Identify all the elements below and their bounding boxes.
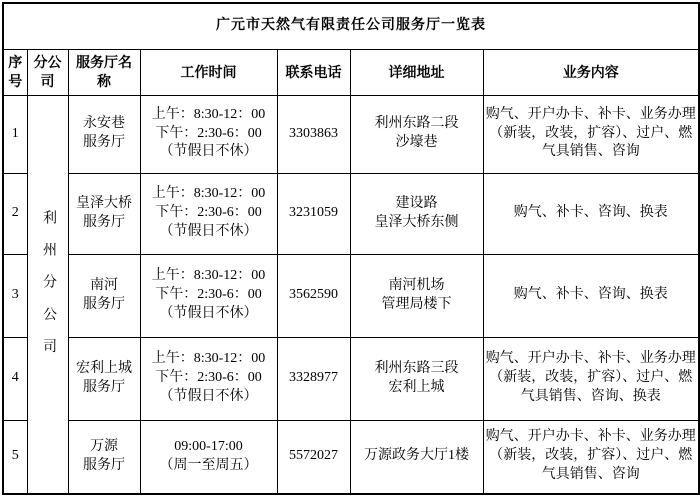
header-branch: 分公司 (27, 49, 68, 95)
hall-name-line: 万源 (90, 438, 118, 454)
row-no-cell: 5 (3, 420, 27, 494)
address-line: 利州东路三段 (374, 360, 459, 376)
header-phone: 联系电话 (277, 49, 350, 95)
phone-cell: 3562590 (277, 254, 350, 337)
header-services: 业务内容 (483, 49, 699, 95)
hall-name-line: 皇泽大桥 (76, 195, 132, 211)
hall-name-line: 永安巷 (83, 116, 125, 132)
hours-line: 上午：8:30-12：00 (151, 351, 266, 367)
table-row (3, 337, 699, 420)
hours-cell (140, 254, 277, 337)
hall-cell (68, 95, 140, 173)
hours-cell (140, 95, 277, 173)
phone-cell: 3328977 (277, 337, 350, 420)
phone-cell: 3303863 (277, 95, 350, 173)
services-cell: 购气、开户办卡、补卡、业务办理（新装，改装，扩容）、过户、燃气具销售、咨询、换表 (483, 337, 699, 420)
hall-name-line: 服务厅 (83, 296, 125, 312)
address-line: 皇泽大桥东侧 (374, 214, 459, 230)
table-row (3, 420, 699, 494)
row-no-cell: 2 (3, 173, 27, 254)
hall-cell (68, 173, 140, 254)
header-address: 详细地址 (350, 49, 483, 95)
address-cell (350, 173, 483, 254)
hours-line: 下午：2:30-6：00 (155, 370, 262, 386)
header-no: 序号 (3, 49, 27, 95)
phone-cell: 3231059 (277, 173, 350, 254)
address-line: 万源政务大厅1楼 (364, 448, 469, 464)
hall-name-line: 服务厅 (83, 135, 125, 150)
header-hall: 服务厅名称 (68, 49, 140, 95)
address-cell (350, 420, 483, 494)
hall-name-line: 服务厅 (83, 457, 125, 473)
hours-line: 上午：8:30-12：00 (151, 106, 266, 122)
header-row (3, 49, 699, 95)
hall-name-line: 服务厅 (83, 379, 125, 395)
services-cell: 购气、补卡、咨询、换表 (483, 254, 699, 337)
address-line: 建设路 (395, 195, 438, 211)
address-line: 沙壕巷 (395, 135, 438, 150)
page-title: 广元市天然气有限责任公司服务厅一览表 (3, 3, 699, 49)
service-hall-table (2, 2, 700, 495)
address-line: 利州东路二段 (374, 116, 459, 132)
hours-line: 下午：2:30-6：00 (155, 125, 262, 141)
row-no-cell: 1 (3, 95, 27, 173)
hours-line: （节假日不休） (159, 305, 258, 321)
branch-vertical-text: 利州分公司 (40, 210, 56, 372)
hall-name-line: 南河 (90, 277, 118, 293)
hall-cell (68, 337, 140, 420)
row-no-cell: 3 (3, 254, 27, 337)
hours-line: 09:00-17:00 (174, 438, 243, 454)
address-cell (350, 337, 483, 420)
row-no-cell: 4 (3, 337, 27, 420)
hours-line: （节假日不休） (159, 144, 258, 160)
table-row (3, 254, 699, 337)
hours-line: （节假日不休） (159, 388, 258, 404)
hours-line: （周一至周五） (159, 457, 258, 473)
hours-line: 下午：2:30-6：00 (155, 205, 262, 221)
branch-cell (27, 95, 68, 494)
hours-line: 上午：8:30-12：00 (151, 268, 266, 284)
address-line: 南河机场 (388, 277, 445, 293)
hall-name-line: 服务厅 (83, 214, 125, 230)
title-row (3, 3, 699, 49)
hours-line: 上午：8:30-12：00 (151, 186, 266, 202)
hall-cell (68, 254, 140, 337)
services-cell: 购气、开户办卡、补卡、业务办理（新装，改装，扩容）、过户、燃气具销售、咨询 (483, 95, 699, 173)
hours-cell (140, 337, 277, 420)
hours-cell (140, 173, 277, 254)
header-hours: 工作时间 (140, 49, 277, 95)
address-cell (350, 95, 483, 173)
address-cell (350, 254, 483, 337)
hours-line: 下午：2:30-6：00 (155, 287, 262, 303)
table-row (3, 95, 699, 173)
hall-name-line: 宏利上城 (76, 360, 132, 376)
address-line: 宏利上城 (388, 379, 445, 395)
services-cell: 购气、开户办卡、补卡、业务办理（新装，改装，扩容）、过户、燃气具销售、咨询 (483, 420, 699, 494)
hours-line: （节假日不休） (159, 223, 258, 239)
services-cell: 购气、补卡、咨询、换表 (483, 173, 699, 254)
table-row (3, 173, 699, 254)
hours-cell (140, 420, 277, 494)
address-line: 管理局楼下 (381, 296, 452, 312)
hall-cell (68, 420, 140, 494)
phone-cell: 5572027 (277, 420, 350, 494)
